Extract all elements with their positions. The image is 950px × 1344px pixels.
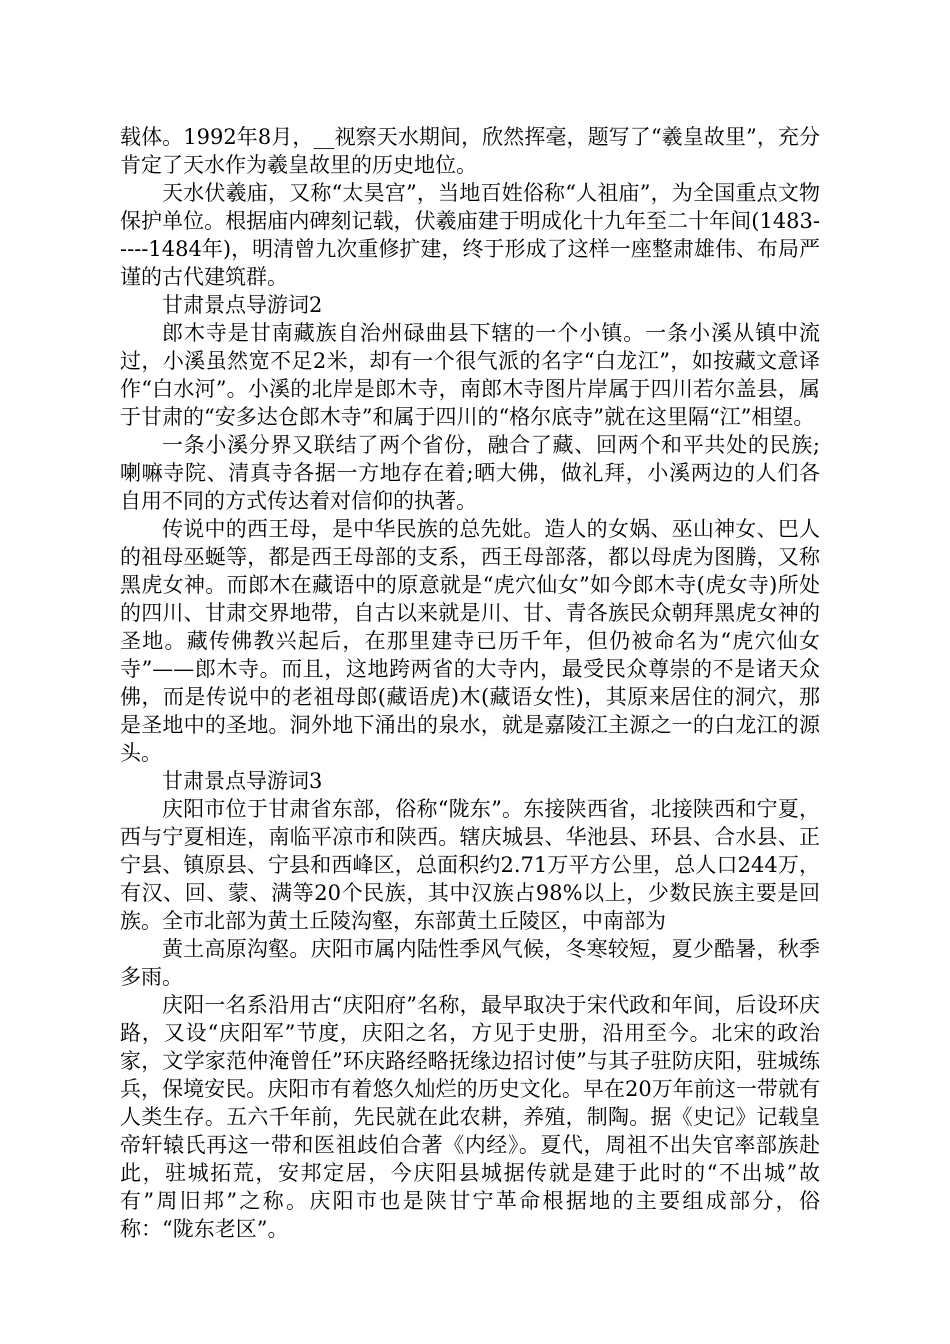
paragraph: 天水伏羲庙，又称“太昊宫”，当地百姓俗称“人祖庙”，为全国重点文物保护单位。根据庙内碑刻记载，伏羲庙建于明成化十九年至二十年间(1483-----1484年)，明清曾九次重修扩建，终于形成了这样一座整肃雄伟、布局严谨的古代建筑群。 bbox=[120, 181, 820, 289]
section-heading: 甘肃景点导游词3 bbox=[162, 769, 323, 793]
section-heading: 甘肃景点导游词2 bbox=[162, 293, 323, 317]
document-body bbox=[120, 123, 820, 1243]
paragraph: 黄土高原沟壑。庆阳市属内陆性季风气候，冬寒较短，夏少酷暑，秋季多雨。 bbox=[120, 937, 820, 989]
paragraph: 郎木寺是甘南藏族自治州碌曲县下辖的一个小镇。一条小溪从镇中流过，小溪虽然宽不足2米，却有一个很气派的名字“白龙江”，如按藏文意译作“白水河”。小溪的北岸是郎木寺，南郎木寺图片岸属于四川若尔盖县，属于甘肃的“安多达仓郎木寺”和属于四川的“格尔底寺”就在这里隔“江”相望。 bbox=[120, 321, 820, 429]
paragraph: 庆阳一名系沿用古“庆阳府”名称，最早取决于宋代政和年间，后设环庆路，又设“庆阳军”节度，庆阳之名，方见于史册，沿用至今。北宋的政治家，文学家范仲淹曾任”环庆路经略抚缘边招讨使”与其子驻防庆阳，驻城练兵，保境安民。庆阳市有着悠久灿烂的历史文化。早在20万年前这一带就有人类生存。五六千年前，先民就在此农耕，养殖，制陶。据《史记》记载皇帝轩辕氏再这一带和医祖歧伯合著《内经》。夏代，周祖不出失官率部族赴此，驻城拓荒，安邦定居，今庆阳县城据传就是建于此时的“不出城”故有”周旧邦”之称。庆阳市也是陕甘宁革命根据地的主要组成部分，俗称：“陇东老区”。 bbox=[120, 993, 820, 1241]
paragraph: 传说中的西王母，是中华民族的总先妣。造人的女娲、巫山神女、巴人的祖母巫蜒等，都是西王母部的支系，西王母部落，都以母虎为图腾，又称黑虎女神。而郎木在藏语中的原意就是“虎穴仙女”如今郎木寺(虎女寺)所处的四川、甘肃交界地带，自古以来就是川、甘、青各族民众朝拜黑虎女神的圣地。藏传佛教兴起后，在那里建寺已历千年，但仍被命名为“虎穴仙女寺”——郎木寺。而且，这地跨两省的大寺内，最受民众尊崇的不是诸天众佛，而是传说中的老祖母郎(藏语虎)木(藏语女性)，其原来居住的洞穴，那是圣地中的圣地。洞外地下涌出的泉水，就是嘉陵江主源之一的白龙江的源头。 bbox=[120, 517, 820, 765]
paragraph: 庆阳市位于甘肃省东部，俗称“陇东”。东接陕西省，北接陕西和宁夏，西与宁夏相连，南临平凉市和陕西。辖庆城县、华池县、环县、合水县、正宁县、镇原县、宁县和西峰区，总面积约2.71万平方公里，总人口244万，有汉、回、蒙、满等20个民族，其中汉族占98%以上，少数民族主要是回族。全市北部为黄土丘陵沟壑，东部黄土丘陵区，中南部为 bbox=[120, 797, 820, 933]
paragraph: 一条小溪分界又联结了两个省份，融合了藏、回两个和平共处的民族;喇嘛寺院、清真寺各据一方地存在着;晒大佛，做礼拜，小溪两边的人们各自用不同的方式传达着对信仰的执著。 bbox=[120, 433, 820, 513]
paragraph: 载体。1992年8月，__视察天水期间，欣然挥毫，题写了“羲皇故里”，充分肯定了天水作为羲皇故里的历史地位。 bbox=[120, 125, 820, 177]
